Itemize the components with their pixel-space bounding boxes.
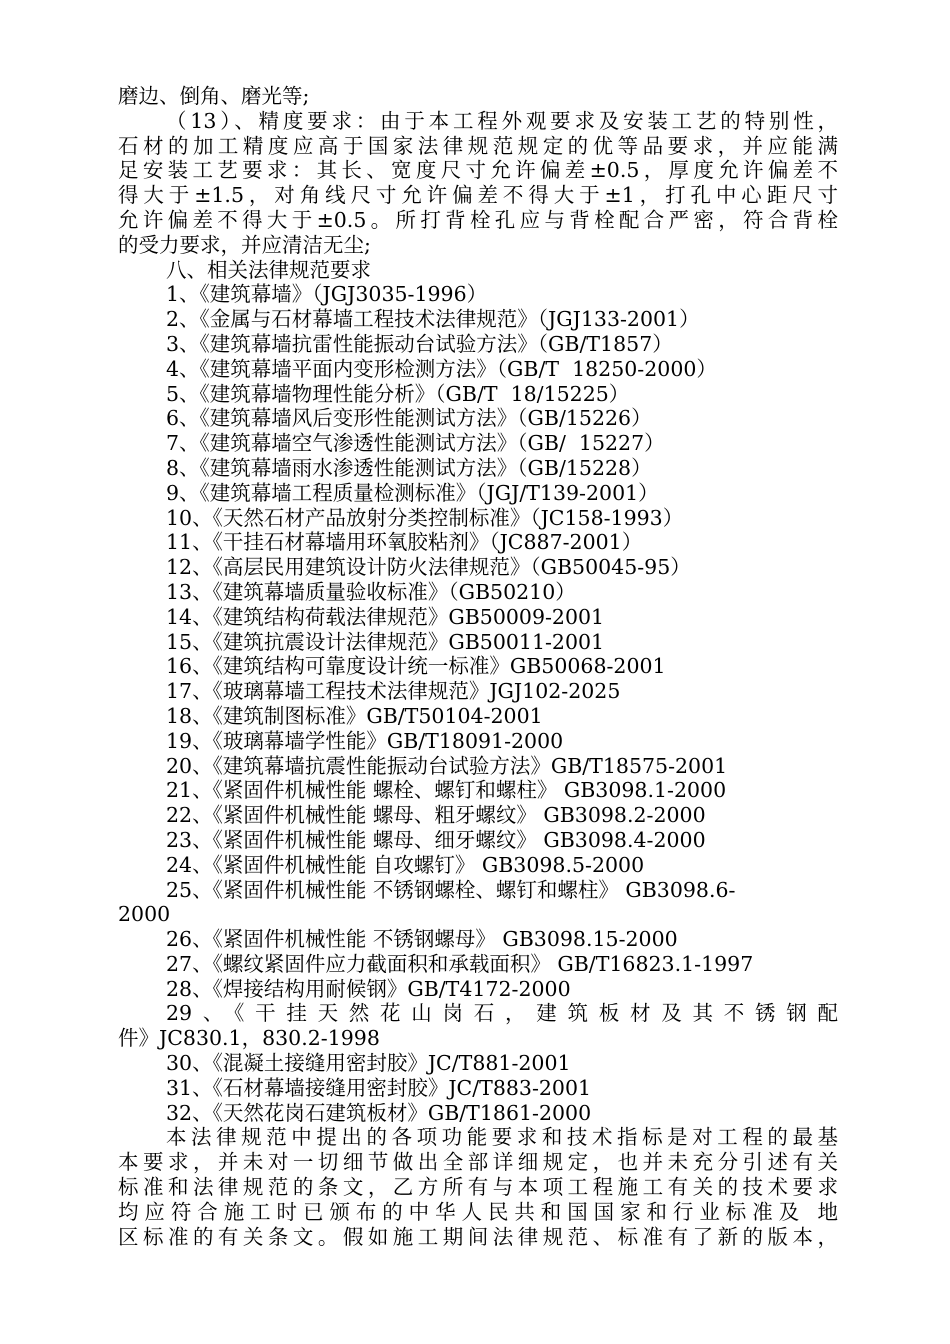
list-item: 14、《建筑结构荷载法律规范》GB50009-2001 xyxy=(166,604,605,629)
text-line: 标准和法律规范的条文，乙方所有与本项工程施工有关的技术要求 xyxy=(118,1175,838,1200)
list-item: 24、《紧固件机械性能 自攻螺钉》 GB3098.5-2000 xyxy=(166,852,645,877)
list-item: 31、《石材幕墙接缝用密封胶》JC/T883-2001 xyxy=(166,1075,592,1100)
text-line: 均应符合施工时已颁布的中华人民共和国国家和行业标准及 地 xyxy=(118,1199,838,1224)
text-line: 允许偏差不得大于±0.5。所打背栓孔应与背栓配合严密，符合背栓 xyxy=(118,207,838,232)
list-item: 17、《玻璃幕墙工程技术法律规范》JGJ102-2025 xyxy=(166,679,621,704)
list-item: 30、《混凝土接缝用密封胶》JC/T881-2001 xyxy=(166,1051,571,1076)
list-item: 1、《建筑幕墙》（JGJ3035-1996） xyxy=(166,282,488,307)
list-item: 28、《焊接结构用耐候钢》GB/T4172-2000 xyxy=(166,976,571,1001)
list-item: 15、《建筑抗震设计法律规范》GB50011-2001 xyxy=(166,629,605,654)
list-item: 9、《建筑幕墙工程质量检测标准》（JGJ/T139-2001） xyxy=(166,480,659,505)
text-line: 的受力要求，并应清洁无尘; xyxy=(118,232,371,257)
text-line: 得大于±1.5，对角线尺寸允许偏差不得大于±1，打孔中心距尺寸 xyxy=(118,183,838,208)
list-item: 16、《建筑结构可靠度设计统一标准》GB50068-2001 xyxy=(166,654,666,679)
list-item: 11、《干挂石材幕墙用环氧胶粘剂》（JC887-2001） xyxy=(166,530,643,555)
text-line: 本要求，并未对一切细节做出全部详细规定，也并未充分引述有关 xyxy=(118,1150,838,1175)
list-item: 7、《建筑幕墙空气渗透性能测试方法》（GB/ 15227） xyxy=(166,431,665,456)
list-item: 29、《干挂天然花山岗石，建筑板材及其不锈钢配 xyxy=(166,1001,838,1026)
list-item: 6、《建筑幕墙风后变形性能测试方法》（GB/15226） xyxy=(166,406,652,431)
text-line: 足安装工艺要求：其长、宽度尺寸允许偏差±0.5，厚度允许偏差不 xyxy=(118,158,838,183)
list-item: 22、《紧固件机械性能 螺母、粗牙螺纹》 GB3098.2-2000 xyxy=(166,803,706,828)
list-item: 13、《建筑幕墙质量验收标准》（GB50210） xyxy=(166,579,576,604)
text-line: 本法律规范中提出的各项功能要求和技术指标是对工程的最基 xyxy=(166,1125,838,1150)
list-item: 5、《建筑幕墙物理性能分析》（GB/T 18/15225） xyxy=(166,381,630,406)
text-line: （13）、精度要求：由于本工程外观要求及安装工艺的特别性， xyxy=(166,108,838,133)
reference-list xyxy=(118,282,838,877)
list-item: 18、《建筑制图标准》GB/T50104-2001 xyxy=(166,703,543,728)
list-item: 32、《天然花岗石建筑板材》GB/T1861-2000 xyxy=(166,1100,592,1125)
list-item-continuation: 件》JC830.1，830.2-1998 xyxy=(118,1026,380,1051)
list-item: 20、《建筑幕墙抗震性能振动台试验方法》GB/T18575-2001 xyxy=(166,753,728,778)
list-item: 12、《高层民用建筑设计防火法律规范》（GB50045-95） xyxy=(166,555,691,580)
text-line: 磨边、倒角、磨光等; xyxy=(118,84,310,108)
list-item: 2、《金属与石材幕墙工程技术法律规范》（JGJ133-2001） xyxy=(166,307,700,332)
list-item: 10、《天然石材产品放射分类控制标准》（JC158-1993） xyxy=(166,505,684,530)
text-line: 石材的加工精度应高于国家法律规范规定的优等品要求，并应能满 xyxy=(118,133,838,158)
reference-list xyxy=(118,1051,838,1125)
list-item: 26、《紧固件机械性能 不锈钢螺母》 GB3098.15-2000 xyxy=(166,927,678,952)
reference-list xyxy=(118,927,838,1001)
document-page xyxy=(118,84,838,1249)
list-item: 3、《建筑幕墙抗雷性能振动台试验方法》（GB/T1857） xyxy=(166,331,673,356)
list-item-continuation: 2000 xyxy=(118,902,171,927)
list-item: 4、《建筑幕墙平面内变形检测方法》（GB/T 18250-2000） xyxy=(166,356,717,381)
text-line: 区标准的有关条文。假如施工期间法律规范、标准有了新的版本， xyxy=(118,1224,838,1249)
list-item: 21、《紧固件机械性能 螺栓、螺钉和螺柱》 GB3098.1-2000 xyxy=(166,778,727,803)
list-item: 27、《螺纹紧固件应力截面积和承载面积》 GB/T16823.1-1997 xyxy=(166,951,754,976)
list-item: 8、《建筑幕墙雨水渗透性能测试方法》（GB/15228） xyxy=(166,455,652,480)
list-item: 23、《紧固件机械性能 螺母、细牙螺纹》 GB3098.4-2000 xyxy=(166,827,706,852)
section-heading: 八、相关法律规范要求 xyxy=(166,257,371,282)
list-item: 19、《玻璃幕墙学性能》GB/T18091-2000 xyxy=(166,728,564,753)
list-item: 25、《紧固件机械性能 不锈钢螺栓、螺钉和螺柱》 GB3098.6- xyxy=(166,877,736,902)
